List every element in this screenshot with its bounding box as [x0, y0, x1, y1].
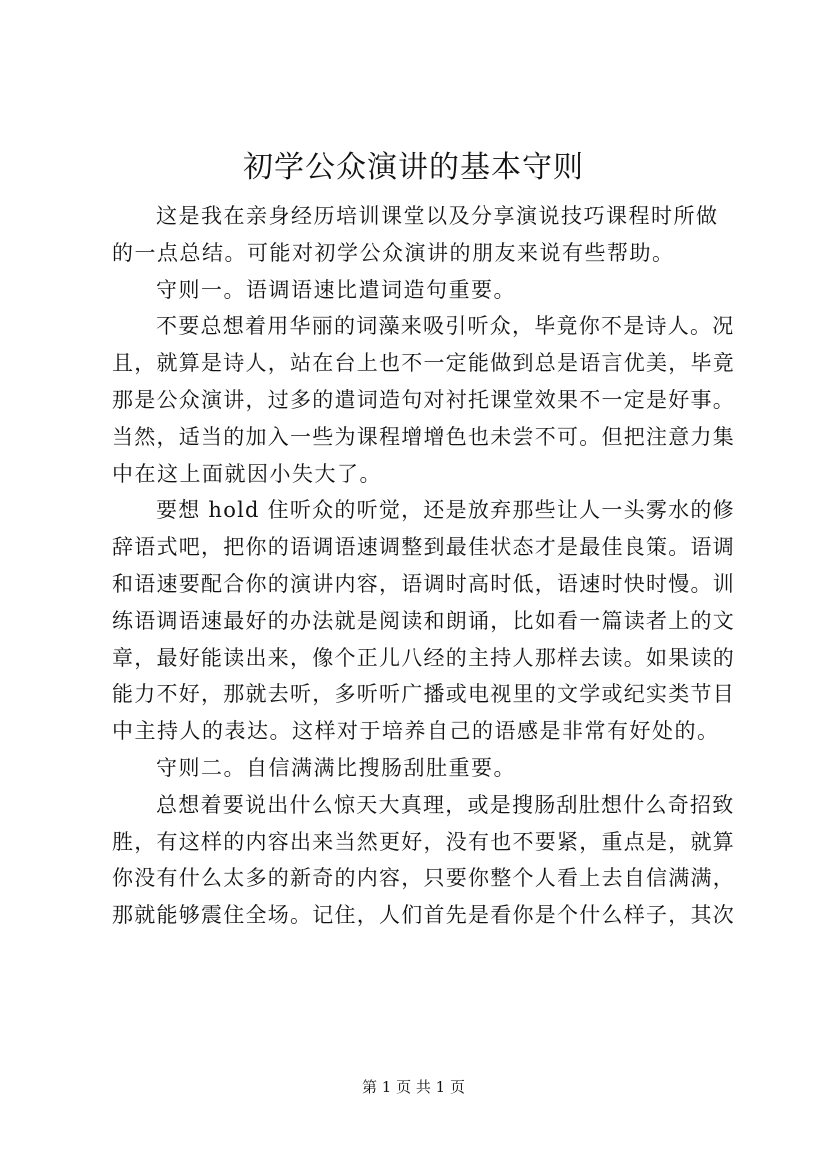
- text-line: 你没有什么太多的新奇的内容，只要你整个人看上去自信满满，: [112, 866, 735, 891]
- document-title: 初学公众演讲的基本守则: [243, 150, 584, 185]
- text-line: 守则二。自信满满比搜肠刮肚重要。: [156, 755, 516, 780]
- text-line: 辞语式吧，把你的语调语速调整到最佳状态才是最佳良策。语调: [112, 535, 735, 560]
- text-line: 章，最好能读出来，像个正儿八经的主持人那样去读。如果读的: [112, 645, 735, 670]
- text-line: 练语调语速最好的办法就是阅读和朗诵，比如看一篇读者上的文: [112, 608, 735, 633]
- text-line: 且，就算是诗人，站在台上也不一定能做到总是语言优美，毕竟: [112, 351, 735, 376]
- text-line: 和语速要配合你的演讲内容，语调时高时低，语速时快时慢。训: [112, 571, 735, 596]
- text-line: 总想着要说出什么惊天大真理，或是搜肠刮肚想什么奇招致: [156, 792, 735, 817]
- paragraph-rule-two-heading: [112, 750, 738, 787]
- text-line: 这是我在亲身经历培训课堂以及分享演说技巧课程时所做: [156, 204, 719, 228]
- text-line: 能力不好，那就去听，多听听广播或电视里的文学或纪实类节目: [112, 682, 735, 707]
- text-line: 当然，适当的加入一些为课程增增色也未尝不可。但把注意力集: [112, 424, 735, 449]
- text-line: 那是公众演讲，过多的遣词造句对衬托课堂效果不一定是好事。: [112, 387, 735, 412]
- text-line: 中主持人的表达。这样对于培养自己的语感是非常有好处的。: [112, 719, 720, 744]
- text-line: 中在这上面就因小失大了。: [112, 461, 382, 486]
- paragraph-rule-one-heading: [112, 272, 738, 309]
- text-line: 那就能够震住全场。记住，人们首先是看你是个什么样子，其次: [112, 903, 735, 928]
- paragraph-rule-two-body: [112, 787, 738, 934]
- document-body: [112, 198, 738, 934]
- paragraph-intro: [112, 198, 738, 272]
- text-line: 胜，有这样的内容出来当然更好，没有也不要紧，重点是，就算: [112, 829, 735, 854]
- text-line: 守则一。语调语速比遣词造句重要。: [156, 277, 516, 302]
- text-line: 不要总想着用华丽的词藻来吸引听众，毕竟你不是诗人。况: [156, 314, 735, 339]
- text-line: 的一点总结。可能对初学公众演讲的朋友来说有些帮助。: [112, 240, 675, 265]
- page-footer: 第 1 页 共 1 页: [362, 1078, 465, 1096]
- paragraph-rule-one-detail: [112, 492, 738, 750]
- paragraph-rule-one-body: [112, 308, 738, 492]
- text-line: 要想 hold 住听众的听觉，还是放弃那些让人一头雾水的修: [156, 498, 735, 523]
